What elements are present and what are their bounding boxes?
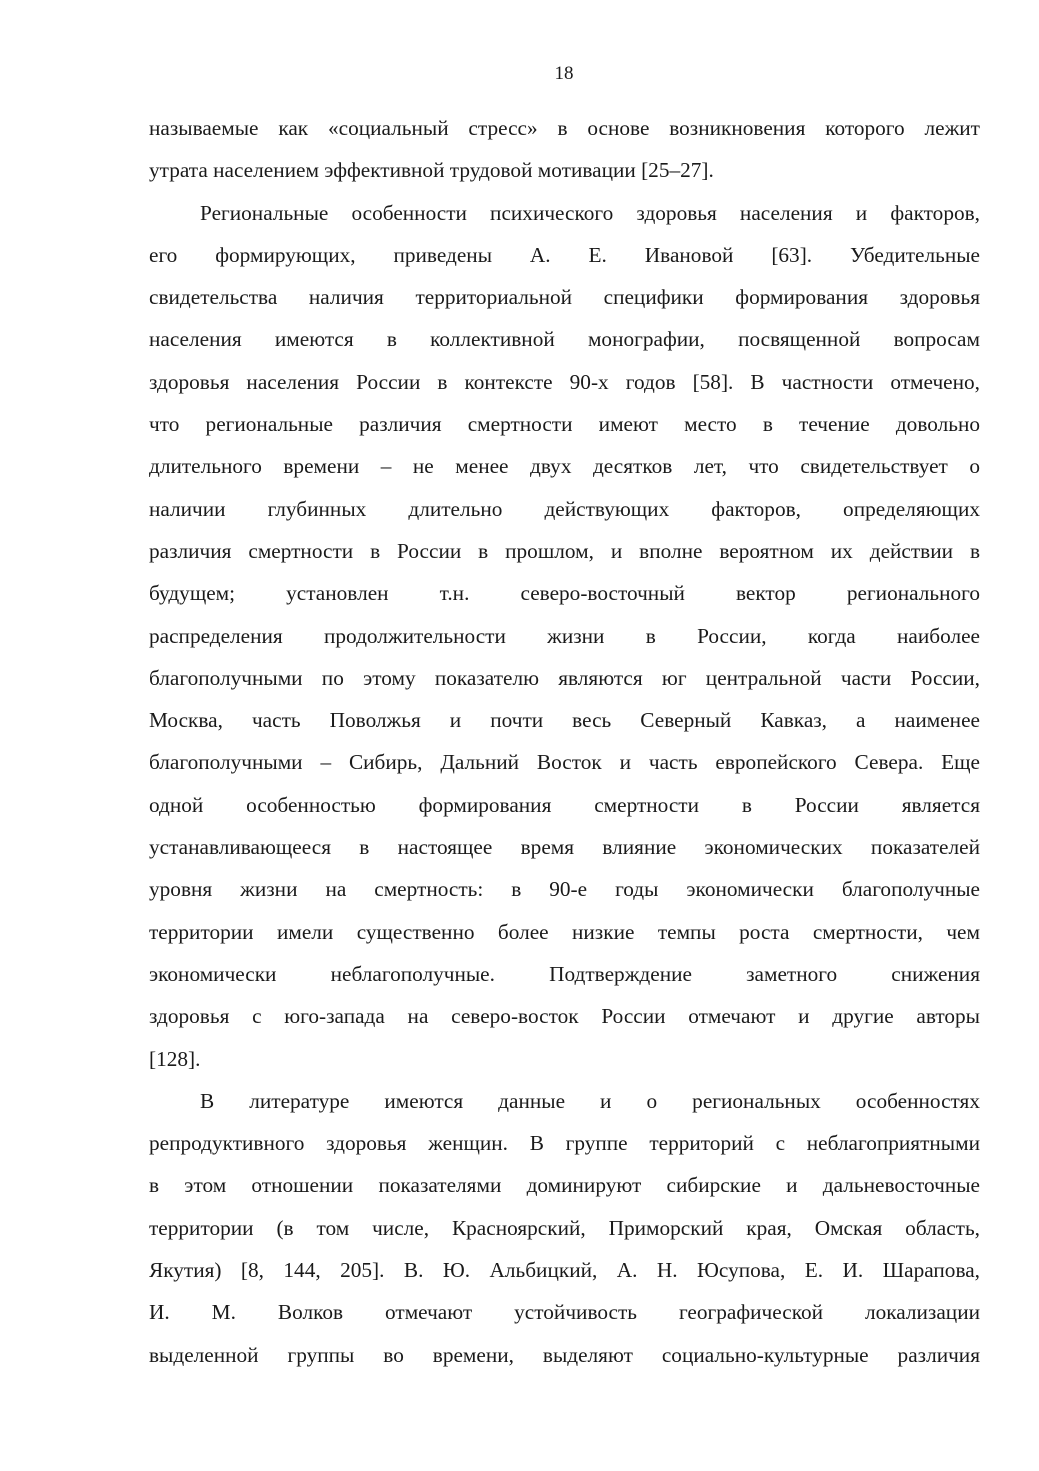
text-line: в этом отношении показателями доминируют сибирские и дальневосточные xyxy=(149,1173,980,1198)
text-line: одной особенностью формирования смертности в России является xyxy=(149,792,980,817)
text-line: территории (в том числе, Красноярский, Приморский края, Омская область, xyxy=(149,1215,980,1240)
text-line: репродуктивного здоровья женщин. В группе территорий с неблагоприятными xyxy=(149,1131,980,1156)
text-line: Якутия) [8, 144, 205]. В. Ю. Альбицкий, А. Н. Юсупова, Е. И. Шарапова, xyxy=(149,1258,980,1283)
text-line: устанавливающееся в настоящее время влияние экономических показателей xyxy=(149,835,980,860)
text-line: распределения продолжительности жизни в России, когда наиболее xyxy=(149,623,980,648)
text-line: благополучными по этому показателю являются юг центральной части России, xyxy=(149,665,980,690)
text-line: наличии глубинных длительно действующих факторов, определяющих xyxy=(149,496,980,521)
text-line: свидетельства наличия территориальной специфики формирования здоровья xyxy=(149,285,980,310)
text-line: выделенной группы во времени, выделяют социально-культурные различия xyxy=(149,1342,980,1367)
text-line: уровня жизни на смертность: в 90-е годы экономически благополучные xyxy=(149,877,980,902)
page-number: 18 xyxy=(554,63,574,84)
text-line: территории имели существенно более низкие темпы роста смертности, чем xyxy=(149,919,980,944)
text-line: здоровья с юго-запада на северо-восток России отмечают и другие авторы xyxy=(149,1004,980,1029)
text-line: благополучными – Сибирь, Дальний Восток и часть европейского Севера. Еще xyxy=(149,750,980,775)
text-line: экономически неблагополучные. Подтверждение заметного снижения xyxy=(149,961,980,986)
text-line: утрата населением эффективной трудовой мотивации [25–27]. xyxy=(149,158,714,183)
text-line: будущем; установлен т.н. северо-восточный вектор регионального xyxy=(149,581,980,606)
text-line: здоровья населения России в контексте 90-х годов [58]. В частности отмечено, xyxy=(149,369,980,394)
text-line: его формирующих, приведены А. Е. Ивановой [63]. Убедительные xyxy=(149,242,980,267)
text-line: населения имеются в коллективной монографии, посвященной вопросам xyxy=(149,327,980,352)
text-line: длительного времени – не менее двух десятков лет, что свидетельствует о xyxy=(149,454,980,479)
text-line: Региональные особенности психического здоровья населения и факторов, xyxy=(200,200,980,225)
text-line: В литературе имеются данные и о региональных особенностях xyxy=(200,1088,980,1113)
body-text xyxy=(149,107,980,1376)
text-line: И. М. Волков отмечают устойчивость географической локализации xyxy=(149,1300,980,1325)
text-line: что региональные различия смертности имеют место в течение довольно xyxy=(149,412,980,437)
text-line: [128]. xyxy=(149,1046,201,1071)
text-line: различия смертности в России в прошлом, и вполне вероятном их действии в xyxy=(149,538,980,563)
text-line: называемые как «социальный стресс» в основе возникновения которого лежит xyxy=(149,116,980,140)
text-line: Москва, часть Поволжья и почти весь Северный Кавказ, а наименее xyxy=(149,708,980,733)
